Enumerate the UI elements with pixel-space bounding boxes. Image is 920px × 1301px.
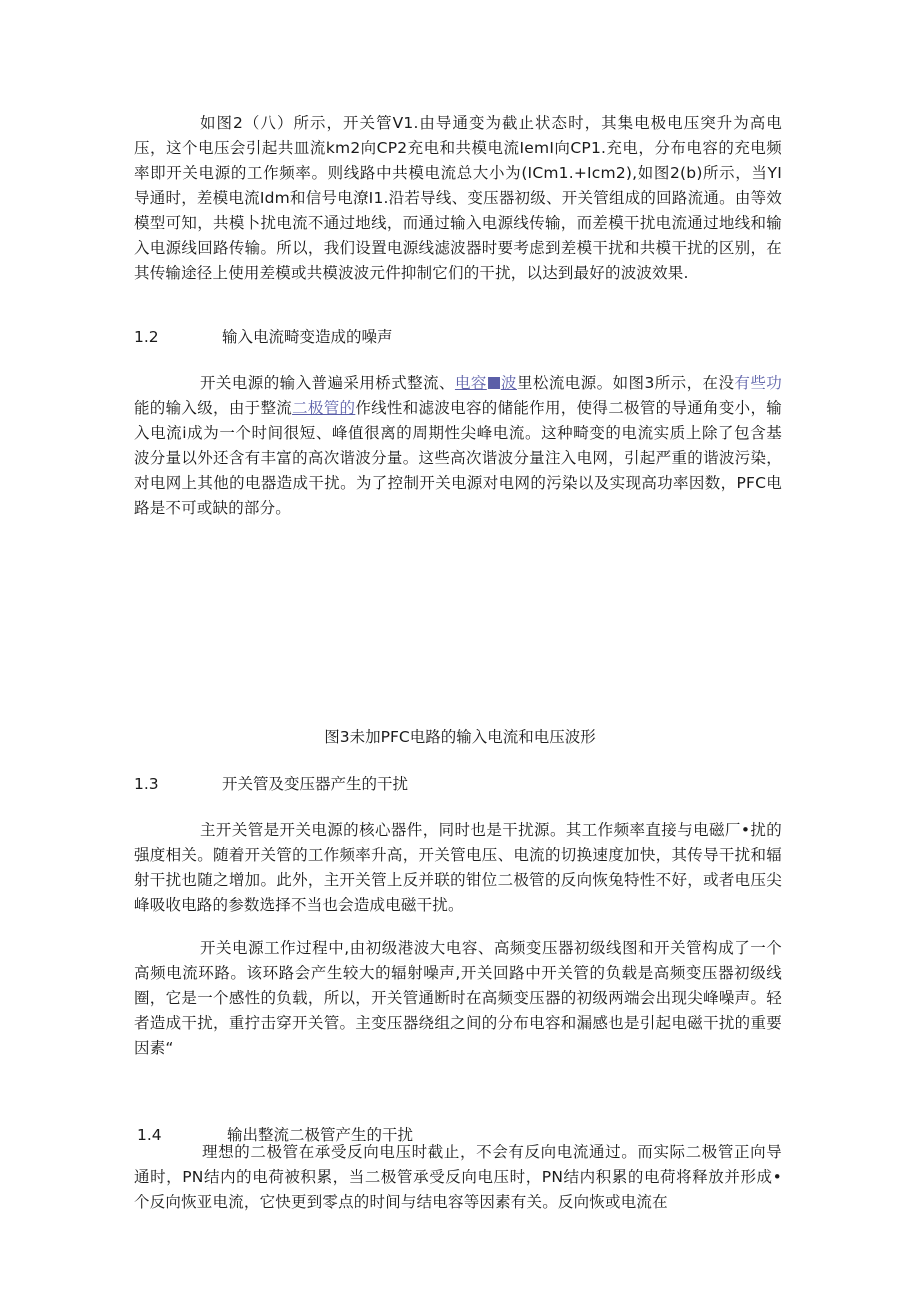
paragraph-switch-tube-interference: 主开关管是开关电源的核心器件，同时也是干扰源。其工作频率直接与电磁厂•扰的强度相关。随着开关管的工作频率升高，开关管电压、电流的切换速度加快，其传导干扰和辐射干扰也随之增加。此外，主开关管上反并联的钳位二极管的反向恢兔特性不好，或者电压尖峰吸收电路的参数选择不当也会造成电磁干扰。 <box>134 821 782 914</box>
paragraph-rectifier-diode-interference: 理想的二极管在承受反向电压时截止，不会有反向电流通过。而实际二极管正向导通时，PN结内的电荷被积累，当二极管承受反向电压时，PN结内积累的电荷将释放并形成•个反向恢亚电流，它快更到零点的时间与结电容等因素有关。反向恢或电流在 <box>134 1143 782 1211</box>
missing-glyph-icon <box>488 377 500 389</box>
section-title: 输出整流二极管产生的干扰 <box>227 1126 414 1144</box>
paragraph-input-current-distortion <box>134 371 782 521</box>
section-number: 1.2 <box>134 328 159 346</box>
section-title: 开关管及变压器产生的干扰 <box>222 775 409 793</box>
text-run: 能的输入级，由于整流 <box>134 399 293 417</box>
link-capacitor-filter[interactable] <box>455 374 517 392</box>
section-number: 1.3 <box>134 775 159 793</box>
text-run: 开关电源的输入普遍采用桥式整流、 <box>200 374 455 392</box>
text-run: 作线性和滤波电容的储能作用，使得二极管的导通角变小，输入电流i成为一个时间很短、峰值很离的周期性尖峰电流。这种畸变的电流实质上除了包含基波分量以外还含有丰富的高次谐波分量。这些高次谐波分量注入电网，引起严重的谐波污染，对电网上其他的电器造成干扰。为了控制开关电源对电网的污染以及实现高功率因数，PFC电路是不可或缺的部分。 <box>134 399 782 517</box>
section-title: 输入电流畸变造成的噪声 <box>222 328 393 346</box>
text-run: 里松流电源。如图3所示，在没 <box>516 374 735 392</box>
section-heading-1-3 <box>134 773 408 795</box>
paragraph-transformer-interference: 开关电源工作过程中,由初级港波大电容、高频变压器初级线图和开关管构成了一个高频电流环路。该环路会产生较大的辐射噪声,开关回路中开关管的负载是高频变压器初级线圈，它是一个感性的负载，所以，开关管通断时在高频变压器的初级两端会出现尖峰噪声。轻者造成干扰，重拧击穿开关管。主变压器绕组之间的分布电容和漏感也是引起电磁干扰的重要因素“ <box>134 939 782 1057</box>
section-number: 1.4 <box>137 1126 162 1144</box>
link-text: 波 <box>500 374 517 392</box>
figure-caption: 图3未加PFC电路的输入电流和电压波形 <box>324 728 596 746</box>
link-text: 电容 <box>454 374 487 392</box>
link-rectifier-diode[interactable]: 二极管的 <box>292 399 356 417</box>
section-heading-1-2 <box>134 326 393 348</box>
link-power-factor[interactable]: 有些功 <box>734 374 782 392</box>
paragraph-common-mode-interference: 如图2（八）所示，开关管V1.由导通变为截止状态时，其集电极电压突升为高电压，这个电压会引起共皿流km2向CP2充电和共模电流IemI向CP1.充电，分布电容的充电频率即开关电源的工作频率。则线路中共模电流总大小为(ICm1.+Icm2),如图2(b)所示，当YI导通时，差模电流Idm和信号电潦I1.沿若导线、变压器初级、开关管组成的回路流通。由等效模型可知，共模卜扰电流不通过地线，而通过输入电源线传输，而差模干扰电流通过地线和输入电源线回路传输。所以，我们设置电源线滤波器时要考虑到差模干扰和共模干扰的区别，在其传输途径上使用差模或共模波波元件抑制它们的干扰，以达到最好的波波效果. <box>134 114 782 282</box>
